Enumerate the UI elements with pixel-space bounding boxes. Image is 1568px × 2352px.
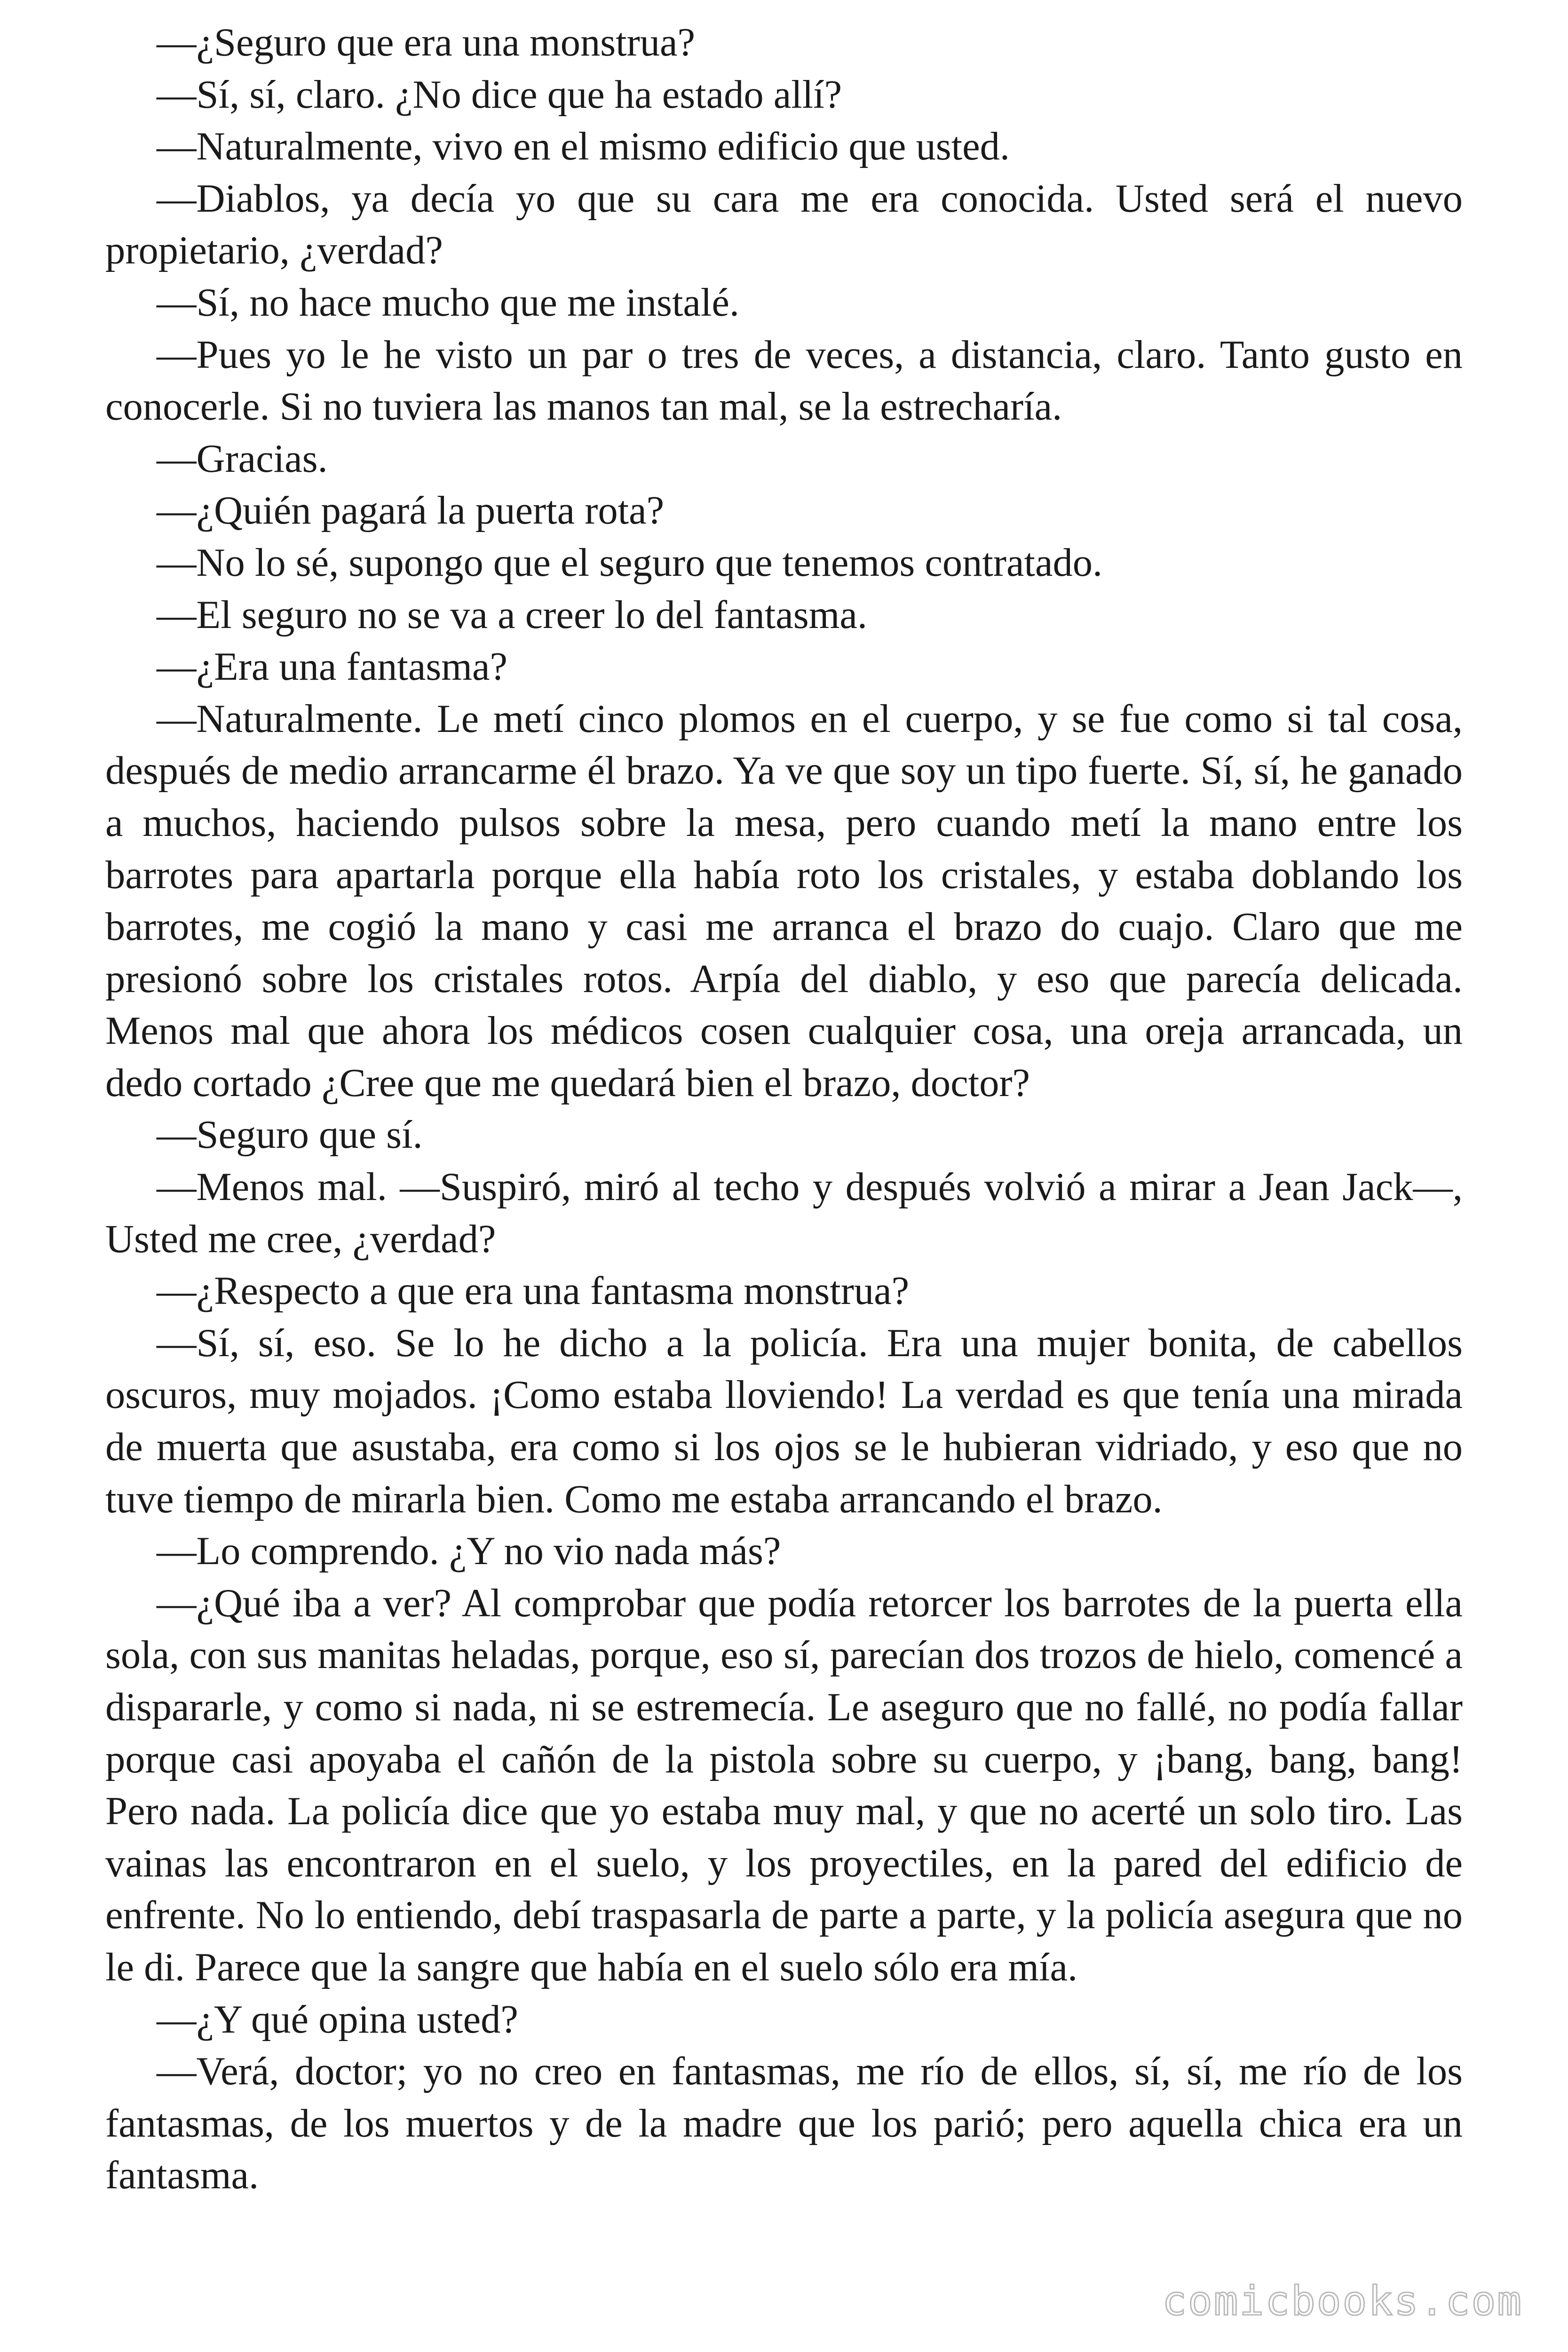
paragraph: —Verá, doctor; yo no creo en fantasmas, me río de ellos, sí, sí, me río de los fantasmas, de los muertos y de la madre que los parió; pero aquella chica era un fantasma. [105, 2050, 1463, 2198]
paragraph: —¿Y qué opina usted? [157, 1997, 518, 2042]
watermark: comicbooks.com [1162, 2278, 1523, 2325]
paragraph: —Naturalmente. Le metí cinco plomos en el cuerpo, y se fue como si tal cosa, después de medio arrancarme él brazo. Ya ve que soy un tipo fuerte. Sí, sí, he ganado a muchos, haciendo pulsos sobre la mesa, pero cuando metí la mano entre los barrotes para apartarla porque ella había roto los cristales, y estaba doblando los barrotes, me cogió la mano y casi me arranca el brazo do cuajo. Claro que me presionó sobre los cristales rotos. Arpía del diablo, y eso que parecía delicada. Menos mal que ahora los médicos cosen cualquier cosa, una oreja arrancada, un dedo cortado ¿Cree que me quedará bien el brazo, doctor? [105, 697, 1463, 1105]
paragraph: —¿Qué iba a ver? Al comprobar que podía retorcer los barrotes de la puerta ella sola, con sus manitas heladas, porque, eso sí, parecían dos trozos de hielo, comencé a dispararle, y como si nada, ni se estremecía. Le aseguro que no fallé, no podía fallar porque casi apoyaba el cañón de la pistola sobre su cuerpo, y ¡bang, bang, bang! Pero nada. La policía dice que yo estaba muy mal, y que no acerté un solo tiro. Las vainas las encontraron en el suelo, y los proyectiles, en la pared del edificio de enfrente. No lo entiendo, debí traspasarla de parte a parte, y la policía asegura que no le di. Parece que la sangre que había en el suelo sólo era mía. [105, 1581, 1463, 1989]
paragraph: —¿Quién pagará la puerta rota? [157, 489, 665, 533]
paragraph: —Sí, sí, claro. ¿No dice que ha estado allí? [157, 72, 842, 117]
paragraph: —Pues yo le he visto un par o tres de veces, a distancia, claro. Tanto gusto en conocerle. Si no tuviera las manos tan mal, se la estrecharía. [105, 333, 1463, 429]
paragraph: —¿Respecto a que era una fantasma monstrua? [157, 1269, 910, 1313]
paragraph: —Menos mal. —Suspiró, miró al techo y después volvió a mirar a Jean Jack—, Usted me cree, ¿verdad? [105, 1165, 1463, 1261]
paragraph: —Gracias. [157, 437, 328, 481]
paragraph: —¿Era una fantasma? [157, 645, 508, 689]
paragraph: —¿Seguro que era una monstrua? [157, 21, 696, 64]
paragraph: —El seguro no se va a creer lo del fantasma. [157, 593, 868, 637]
paragraph: —Sí, no hace mucho que me instalé. [157, 280, 740, 325]
paragraph: —Seguro que sí. [157, 1113, 423, 1157]
paragraph: —Sí, sí, eso. Se lo he dicho a la policía. Era una mujer bonita, de cabellos oscuros, muy mojados. ¡Como estaba lloviendo! La verdad es que tenía una mirada de muerta que asustaba, era como si los ojos se le hubieran vidriado, y eso que no tuve tiempo de mirarla bien. Como me estaba arrancando el brazo. [105, 1321, 1463, 1521]
paragraph: —Diablos, ya decía yo que su cara me era conocida. Usted será el nuevo propietario, ¿verdad? [105, 176, 1463, 273]
paragraph: —Naturalmente, vivo en el mismo edificio que usted. [157, 125, 1010, 169]
paragraph: —Lo comprendo. ¿Y no vio nada más? [157, 1529, 781, 1573]
paragraph: —No lo sé, supongo que el seguro que tenemos contratado. [157, 540, 1103, 585]
page-text [105, 17, 1463, 2202]
